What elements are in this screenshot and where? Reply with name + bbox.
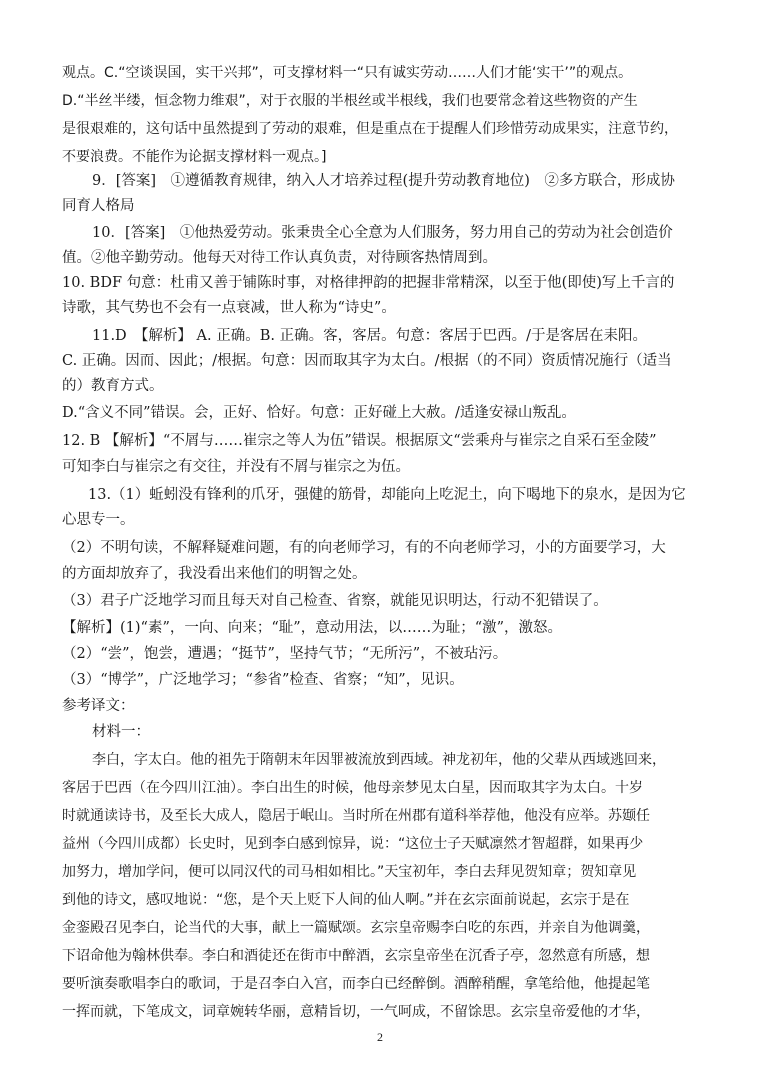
text-line: D.“含义不同”错误。会，正好、恰好。句意：正好碰上大赦。/适逢安禄山叛乱。	[62, 405, 576, 421]
text-line: 心思专一。	[62, 512, 135, 528]
text-line: （3）君子广泛地学习而且每天对自己检查、省察，就能见识明达，行动不犯错误了。	[62, 593, 608, 609]
text-line: 诗歌，其气势也不会有一点衰减，世人称为“诗史”。	[62, 300, 396, 316]
text-line: D.“半丝半缕，恒念物力维艰”，对于衣服的半根丝或半根线，我们也要常念着这些物资的产生	[62, 93, 638, 109]
translation-line: 要听演奏歌唱李白的歌词，于是召李白入宫，而李白已经醉倒。酒醉稍醒，拿笔给他，他提起笔	[62, 976, 650, 992]
answer-9-line: 9．[答案] ①遵循教育规律，纳入人才培养过程(提升劳动教育地位) ②多方联合，形成协	[92, 173, 675, 189]
answer-12-line: 12. B 【解析】“不屑与……崔宗之等人为伍”错误。根据原文“尝乘舟与崔宗之自采石至金陵”	[62, 433, 657, 449]
translation-line: 金銮殿召见李白，论当代的大事，献上一篇赋颂。玄宗皇帝赐李白吃的东西，并亲自为他调羹，	[62, 920, 650, 936]
translation-line: 一挥而就，下笔成文，词章婉转华丽，意精旨切，一气呵成，不留馀思。玄宗皇帝爱他的才华，	[62, 1004, 650, 1020]
page-number: 2	[377, 1030, 383, 1044]
text-line: 是很艰难的，这句话中虽然提到了劳动的艰难，但是重点在于提醒人们珍惜劳动成果实，注意节约，	[62, 121, 678, 137]
material-heading: 材料一：	[92, 724, 150, 740]
translation-line: 时就通读诗书，及至长大成人，隐居于岷山。当时所在州郡有道科举荐他，他没有应举。苏颋任	[62, 808, 650, 824]
answer-13-line: 13.（1）蚯蚓没有锋利的爪牙，强健的筋骨，却能向上吃泥土，向下喝地下的泉水，是因为它	[88, 487, 686, 503]
text-line: 的方面却放弃了，我没看出来他们的明智之处。	[62, 566, 367, 582]
text-line: （2）“尝”，饱尝，遭遇；“挺节”，坚持气节；“无所污”，不被玷污。	[62, 646, 508, 662]
text-line: C. 正确。因而、因此；/根据。句意：因而取其字为太白。/根据（的不同）资质情况施行（适当	[62, 353, 672, 369]
translation-line: 客居于巴西（在今四川江油）。李白出生的时候，他母亲梦见太白星，因而取其字为太白。十岁	[62, 780, 643, 796]
translation-line: 加努力，增加学问，便可以同汉代的司马相如相比。”天宝初年，李白去拜见贺知章；贺知章见	[62, 864, 637, 880]
text-line: （3）“博学”，广泛地学习；“参省”检查、省察；“知”，见识。	[62, 672, 464, 688]
answer-11-line: 11.D 【解析】 A. 正确。B. 正确。客，客居。句意：客居于巴西。/于是客居在耒阳。	[92, 328, 647, 344]
translation-line: 到他的诗文，感叹地说：“您，是个天上贬下人间的仙人啊。”并在玄宗面前说起，玄宗于是在	[62, 892, 630, 908]
text-line: 同育人格局	[62, 198, 135, 214]
text-line: 【解析】(1)“素”，一向、向来；“耻”，意动用法，以……为耻；“激”，激怒。	[62, 620, 563, 636]
translation-line: 益州（今四川成都）长史时，见到李白感到惊异，说：“这位士子天赋凛然才智超群，如果再少	[62, 836, 644, 852]
text-line: （2）不明句读，不解释疑难问题，有的向老师学习，有的不向老师学习，小的方面要学习，大	[62, 540, 666, 556]
text-line: 观点。C.“空谈误国，实干兴邦”，可支撑材料一“只有诚实劳动……人们才能‘实干’”的观点。	[62, 65, 633, 81]
translation-line: 下诏命他为翰林供奉。李白和酒徒还在街市中醉酒，玄宗皇帝坐在沉香子亭，忽然意有所感，想	[62, 948, 650, 964]
text-line: 值。②他辛勤劳动。他每天对待工作认真负责，对待顾客热情周到。	[62, 250, 497, 266]
text-line: 可知李白与崔宗之有交往，并没有不屑与崔宗之为伍。	[62, 459, 410, 475]
translation-line: 李白，字太白。他的祖先于隋朝末年因罪被流放到西域。神龙初年，他的父辈从西域逃回来，	[92, 752, 666, 768]
answer-10-line: 10．[答案] ①他热爱劳动。张秉贵全心全意为人们服务，努力用自己的劳动为社会创造价	[92, 225, 673, 241]
text-line: 10. BDF 句意：杜甫又善于铺陈时事，对格律押韵的把握非常精深，以至于他(即使)写上千言的	[62, 275, 675, 291]
text-line: 的）教育方式。	[62, 378, 164, 394]
translation-heading: 参考译文：	[62, 698, 135, 714]
text-line: 不要浪费。不能作为论据支撑材料一观点。]	[62, 149, 327, 165]
